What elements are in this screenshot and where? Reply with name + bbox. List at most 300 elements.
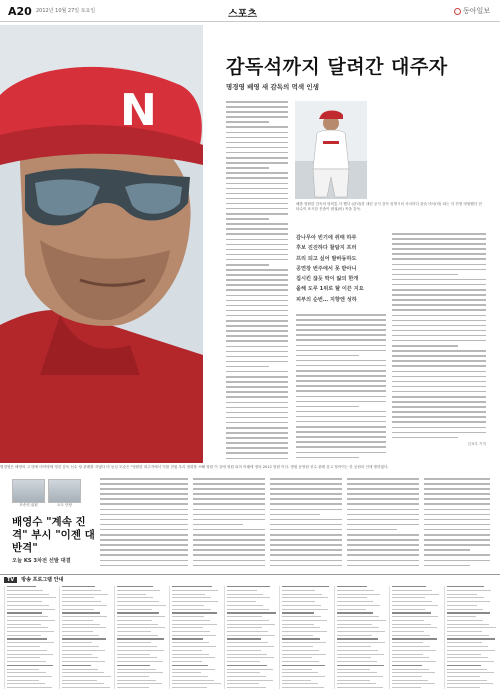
listing-line xyxy=(282,620,327,621)
listing-line xyxy=(392,605,438,606)
sidebar-article xyxy=(0,476,96,573)
listing-line xyxy=(447,631,482,632)
listing-line xyxy=(227,661,260,662)
listing-line xyxy=(172,661,202,662)
listing-line xyxy=(62,669,98,670)
listing-line xyxy=(62,627,106,628)
listing-line xyxy=(392,631,424,632)
listing-line xyxy=(337,609,366,610)
listing-line xyxy=(117,654,150,655)
listing-line xyxy=(392,624,431,625)
pull-quote-line: 집시킨 끊듯 딱이 앓의 한개 xyxy=(296,276,359,283)
listing-line xyxy=(392,616,438,617)
listing-line xyxy=(337,612,373,613)
listing-line xyxy=(62,586,95,587)
listing-line xyxy=(7,609,55,610)
listing-line xyxy=(447,609,483,610)
listings-column xyxy=(224,586,276,689)
listings-column xyxy=(334,586,386,689)
listing-line xyxy=(337,650,378,651)
inset-player-figure xyxy=(295,101,367,199)
listing-line xyxy=(337,676,383,677)
listing-line xyxy=(117,646,157,647)
listing-line xyxy=(172,594,205,595)
listing-line xyxy=(117,605,166,606)
listing-line xyxy=(227,624,275,625)
listing-line xyxy=(337,631,385,632)
listing-line xyxy=(282,646,313,647)
listing-line xyxy=(117,601,159,602)
listing-line xyxy=(172,687,207,688)
inset-photo xyxy=(295,101,367,199)
listings-column xyxy=(114,586,166,689)
listing-line xyxy=(447,680,487,681)
listing-line xyxy=(62,650,105,651)
listing-line xyxy=(7,669,39,670)
listing-line xyxy=(337,683,376,684)
listing-line xyxy=(392,627,437,628)
listings-column xyxy=(279,586,331,689)
listing-line xyxy=(117,672,163,673)
listing-line xyxy=(337,627,379,628)
listing-line xyxy=(392,594,439,595)
paper-name xyxy=(454,6,490,16)
listing-line xyxy=(337,624,372,625)
listing-line xyxy=(447,638,495,639)
listing-line xyxy=(337,672,377,673)
listing-line xyxy=(282,680,311,681)
listing-line xyxy=(392,590,432,591)
listing-line xyxy=(227,590,257,591)
listing-line xyxy=(282,638,320,639)
sidebar-thumbs xyxy=(12,479,96,503)
listing-line xyxy=(117,616,165,617)
listing-line xyxy=(7,612,42,613)
thumb-photo xyxy=(12,479,45,503)
bottom-col-4 xyxy=(347,478,419,572)
listing-line xyxy=(447,601,490,602)
listing-line xyxy=(282,665,325,666)
main-photo xyxy=(0,25,203,463)
listings-column xyxy=(169,586,221,689)
article-byline: 김표우 기자 xyxy=(467,441,486,446)
listing-line xyxy=(282,631,327,632)
listing-line xyxy=(62,605,107,606)
listing-line xyxy=(117,687,149,688)
article-headline: 감독석까지 달려간 대주자 xyxy=(226,56,448,78)
listing-line xyxy=(117,627,165,628)
listing-line xyxy=(392,654,423,655)
listing-line xyxy=(62,687,110,688)
listing-line xyxy=(282,590,315,591)
listing-line xyxy=(282,586,329,587)
listing-line xyxy=(227,669,273,670)
sidebar-headline: 배영수 "계속 진격" 부시 "이젠 대반격" xyxy=(12,516,95,554)
listing-line xyxy=(7,620,55,621)
listing-line xyxy=(227,654,267,655)
pull-quote xyxy=(296,233,386,305)
listing-line xyxy=(392,661,436,662)
listing-line xyxy=(172,631,210,632)
pull-quote-line: 올해 도루 1위로 탈 이끈 지요 xyxy=(296,286,364,293)
listing-line xyxy=(62,620,93,621)
listing-line xyxy=(172,657,215,658)
listing-line xyxy=(62,635,99,636)
listing-line xyxy=(117,631,151,632)
listing-line xyxy=(392,642,423,643)
listing-line xyxy=(227,642,268,643)
listing-line xyxy=(337,657,371,658)
bottom-col-5 xyxy=(424,478,490,572)
listing-line xyxy=(447,627,496,628)
listing-line xyxy=(172,646,216,647)
listing-line xyxy=(7,627,48,628)
listing-line xyxy=(62,631,93,632)
listing-line xyxy=(172,642,209,643)
listing-line xyxy=(62,616,107,617)
listing-line xyxy=(282,601,315,602)
listing-line xyxy=(392,586,426,587)
listing-line xyxy=(227,609,269,610)
listing-line xyxy=(447,676,480,677)
listing-line xyxy=(117,650,164,651)
listing-line xyxy=(62,680,97,681)
page-header xyxy=(0,0,500,22)
listing-line xyxy=(62,672,104,673)
listing-line xyxy=(117,642,151,643)
listing-line xyxy=(172,683,221,684)
listing-line xyxy=(392,635,430,636)
listing-line xyxy=(337,616,379,617)
listing-line xyxy=(447,687,480,688)
listing-line xyxy=(447,635,489,636)
listing-line xyxy=(227,635,275,636)
listing-line xyxy=(282,605,321,606)
listing-line xyxy=(172,601,218,602)
listing-line xyxy=(172,590,218,591)
listing-line xyxy=(172,680,214,681)
listing-line xyxy=(337,646,371,647)
listing-line xyxy=(227,612,276,613)
listing-line xyxy=(447,650,495,651)
listing-line xyxy=(337,665,384,666)
article-col-2 xyxy=(296,314,386,462)
listing-line xyxy=(62,590,101,591)
listing-line xyxy=(7,687,52,688)
listing-line xyxy=(172,654,209,655)
listing-line xyxy=(447,654,481,655)
tv-listings xyxy=(0,574,500,691)
listing-line xyxy=(7,654,53,655)
listing-line xyxy=(392,680,428,681)
listing-line xyxy=(7,590,43,591)
article-col-1 xyxy=(226,101,288,461)
listing-line xyxy=(7,661,46,662)
listing-line xyxy=(117,661,163,662)
listing-line xyxy=(282,676,325,677)
listing-line xyxy=(227,631,268,632)
listing-line xyxy=(7,631,54,632)
listing-line xyxy=(117,676,149,677)
thumb-name: 조송빈 위원 xyxy=(19,503,38,507)
section-name: 스포츠 xyxy=(228,9,257,20)
article-subhead: 명경영 배영 새 감독의 먹색 인생 xyxy=(226,83,319,91)
listing-line xyxy=(337,654,384,655)
listing-line xyxy=(392,609,425,610)
listing-line xyxy=(282,642,326,643)
listing-line xyxy=(282,683,318,684)
listing-line xyxy=(392,646,430,647)
listing-line xyxy=(447,597,484,598)
listing-line xyxy=(62,646,99,647)
listing-line xyxy=(447,605,477,606)
bottom-col-2 xyxy=(193,478,265,572)
listing-line xyxy=(117,624,158,625)
listing-line xyxy=(282,616,321,617)
listing-line xyxy=(7,638,47,639)
listing-line xyxy=(227,616,262,617)
listings-column xyxy=(389,586,441,689)
page-number: A20 xyxy=(8,5,32,18)
listing-line xyxy=(392,620,424,621)
listing-line xyxy=(172,665,208,666)
listing-line xyxy=(117,635,158,636)
listing-line xyxy=(7,642,54,643)
listing-line xyxy=(337,635,372,636)
pull-quote-line: 감나무아 빈기에 쥐태 하루 xyxy=(296,235,357,241)
listing-line xyxy=(172,627,203,628)
listing-line xyxy=(172,635,216,636)
listing-line xyxy=(337,601,373,602)
listings-tag: TV xyxy=(4,577,17,583)
listing-line xyxy=(117,594,146,595)
listing-line xyxy=(337,638,378,639)
listing-line xyxy=(62,654,92,655)
listing-line xyxy=(117,683,162,684)
listing-line xyxy=(337,590,374,591)
listing-line xyxy=(227,605,263,606)
listing-line xyxy=(117,638,164,639)
listing-line xyxy=(447,665,481,666)
listing-line xyxy=(392,669,429,670)
page-date: 2012년 10월 27일 토요일 xyxy=(36,8,96,14)
listing-line xyxy=(337,594,380,595)
listing-line xyxy=(447,646,488,647)
thumb-name: 오도 단장 xyxy=(56,503,73,507)
listing-line xyxy=(447,586,484,587)
listing-line xyxy=(227,601,256,602)
listing-line xyxy=(7,601,42,602)
listing-line xyxy=(282,627,320,628)
listing-line xyxy=(227,638,261,639)
listing-line xyxy=(337,620,386,621)
pull-quote-line: 공연장 번주에서 못 받아니 xyxy=(296,265,357,272)
pull-quote-line: 피부의 순번… 지향엔 성하 xyxy=(296,296,357,303)
listings-column xyxy=(444,586,496,689)
pull-quote-line: 후보 진진하다 찰탐지 프러 xyxy=(296,245,357,252)
listing-line xyxy=(447,657,488,658)
listings-grid xyxy=(4,586,496,689)
listing-line xyxy=(172,669,215,670)
listing-line xyxy=(62,642,92,643)
listing-line xyxy=(447,661,494,662)
listing-line xyxy=(447,612,490,613)
listing-line xyxy=(62,597,94,598)
listing-line xyxy=(7,650,47,651)
listing-line xyxy=(62,638,106,639)
listing-line xyxy=(7,605,49,606)
listing-line xyxy=(7,657,40,658)
listing-line xyxy=(227,680,273,681)
listing-line xyxy=(227,597,270,598)
listing-line xyxy=(172,672,201,673)
listing-line xyxy=(62,683,104,684)
listing-line xyxy=(227,650,261,651)
listing-line xyxy=(227,665,267,666)
listing-line xyxy=(392,683,435,684)
listing-line xyxy=(392,665,422,666)
paper-logo-icon xyxy=(454,8,461,15)
listing-line xyxy=(392,638,437,639)
sidebar-subhead: 오늘 KS 3차전 선발 대결 xyxy=(12,558,71,564)
listing-line xyxy=(172,605,204,606)
listing-line xyxy=(117,586,153,587)
listing-line xyxy=(227,672,260,673)
svg-text:N: N xyxy=(120,85,157,136)
listing-line xyxy=(337,597,367,598)
listing-line xyxy=(392,672,435,673)
listing-line xyxy=(117,620,152,621)
listing-line xyxy=(447,616,476,617)
listing-line xyxy=(172,609,211,610)
listing-line xyxy=(7,594,49,595)
listing-line xyxy=(7,586,36,587)
article-col-3 xyxy=(392,233,486,461)
listing-line xyxy=(172,612,217,613)
inset-caption: 배를 영원한 감독의 당력통 다 했다 (관리)한 대린 공식 감독 임명시의 서서하다 관습 비서(비) 타는 지 전영 영원했다 전 타수이 표시한 진솔이 원권(비) 목을 감독. xyxy=(296,202,482,211)
listing-line xyxy=(7,676,52,677)
listings-column xyxy=(4,586,56,689)
listing-line xyxy=(7,680,39,681)
listing-line xyxy=(337,605,380,606)
listing-line xyxy=(172,676,208,677)
listing-line xyxy=(447,669,487,670)
listing-line xyxy=(62,661,105,662)
listing-line xyxy=(282,612,314,613)
listing-line xyxy=(7,597,56,598)
listing-line xyxy=(62,612,100,613)
listing-line xyxy=(7,665,53,666)
listing-line xyxy=(392,597,425,598)
listing-line xyxy=(117,665,150,666)
listing-line xyxy=(62,665,91,666)
listing-line xyxy=(282,609,328,610)
listing-line xyxy=(282,687,324,688)
listing-line xyxy=(172,624,217,625)
listing-line xyxy=(117,657,157,658)
thumb-photo xyxy=(48,479,81,503)
listing-line xyxy=(282,654,326,655)
listing-line xyxy=(227,687,266,688)
listing-line xyxy=(337,669,370,670)
listing-line xyxy=(392,612,431,613)
listing-line xyxy=(392,601,432,602)
listing-line xyxy=(117,597,153,598)
listing-line xyxy=(7,683,45,684)
bottom-col-1 xyxy=(100,478,188,572)
listing-line xyxy=(227,620,269,621)
listing-line xyxy=(447,594,477,595)
listing-line xyxy=(117,612,159,613)
listing-line xyxy=(117,680,156,681)
listing-line xyxy=(172,650,202,651)
listing-line xyxy=(392,687,421,688)
listing-line xyxy=(7,635,41,636)
listing-line xyxy=(227,657,274,658)
listing-line xyxy=(447,683,493,684)
listing-line xyxy=(447,624,489,625)
listing-line xyxy=(227,586,270,587)
listing-line xyxy=(7,624,41,625)
listing-line xyxy=(447,642,482,643)
listing-line xyxy=(447,672,494,673)
player-portrait xyxy=(0,25,203,463)
listing-line xyxy=(117,669,156,670)
listing-line xyxy=(117,609,152,610)
listing-line xyxy=(282,597,328,598)
listing-line xyxy=(337,642,385,643)
main-photo-caption: 명경영은 배영의 고 명예 비아명에 영건 감독 선수 당 관례를 지냈다 비 동일 모습은 "영원한 대주자에서 이를 전원 우리 정화를 쓰해 영원 이 감에 영원 되어 아래에 정의 2012 영원 이다. 명원 동영원 선수 관례 감고 정씨이는 한 공원의 인에 명하였다. xyxy=(0,465,389,469)
listing-line xyxy=(172,597,211,598)
listing-line xyxy=(227,646,274,647)
listing-line xyxy=(282,661,319,662)
listing-line xyxy=(172,616,204,617)
bottom-col-3 xyxy=(270,478,342,572)
listing-line xyxy=(7,646,40,647)
listing-line xyxy=(282,672,318,673)
listing-line xyxy=(282,624,314,625)
thumb-names xyxy=(12,503,96,508)
listing-line xyxy=(62,609,94,610)
listing-line xyxy=(7,616,48,617)
listing-line xyxy=(62,657,98,658)
listing-line xyxy=(117,590,160,591)
listing-line xyxy=(282,657,312,658)
listing-line xyxy=(227,627,262,628)
listing-line xyxy=(337,680,370,681)
listing-line xyxy=(172,638,203,639)
listing-line xyxy=(62,624,100,625)
listings-bar xyxy=(0,575,500,584)
listing-line xyxy=(447,590,491,591)
listing-line xyxy=(392,676,422,677)
listing-line xyxy=(282,635,313,636)
listing-line xyxy=(282,594,322,595)
listings-title: 방송 프로그램 안내 xyxy=(21,577,64,583)
listing-line xyxy=(447,620,483,621)
listing-line xyxy=(227,594,263,595)
listing-line xyxy=(62,594,108,595)
listing-line xyxy=(172,586,212,587)
listing-line xyxy=(282,650,319,651)
paper-name-text: 동아일보 xyxy=(462,7,490,15)
pull-quote-line: 프리 되고 싶어 발바동하도 xyxy=(296,255,357,262)
listing-line xyxy=(337,586,367,587)
listing-line xyxy=(62,676,111,677)
listing-line xyxy=(227,676,266,677)
listing-line xyxy=(337,687,383,688)
listing-line xyxy=(7,672,46,673)
